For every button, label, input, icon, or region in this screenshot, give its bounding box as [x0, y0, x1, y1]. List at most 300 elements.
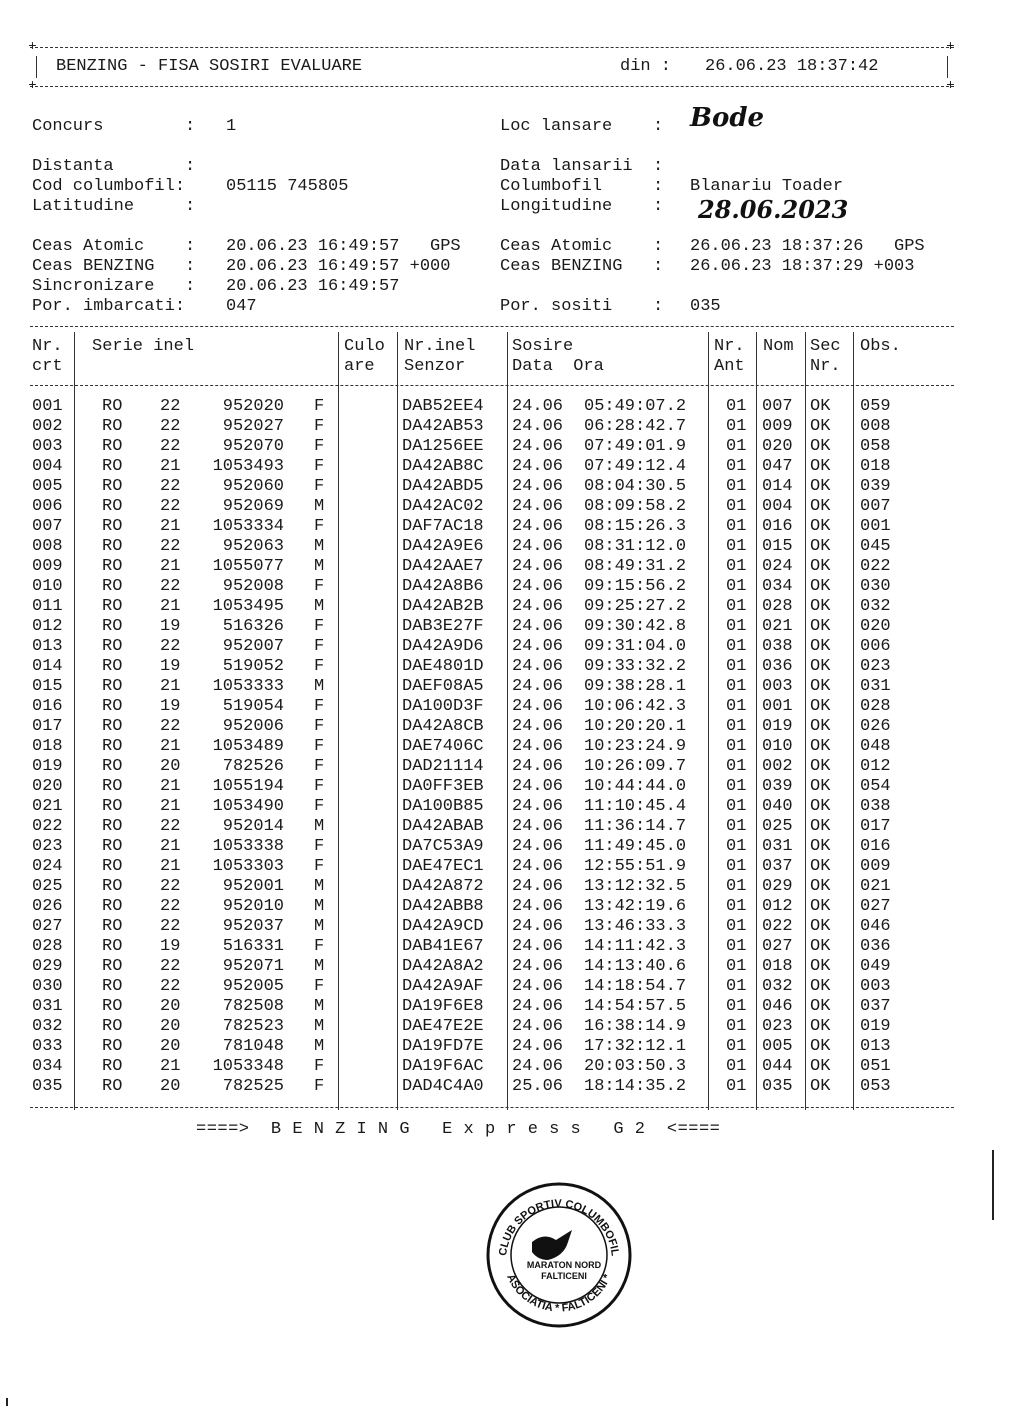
cell-date: 24.06 — [512, 797, 564, 816]
cell-ring-number: 1053348 — [212, 1057, 284, 1076]
cell-ring-number: 952010 — [222, 897, 284, 916]
cell-country: RO — [102, 917, 123, 936]
cell-antenna: 01 — [726, 417, 747, 436]
cod-columbofil-label: Cod columbofil: — [32, 177, 186, 196]
cell-nr-crt: 012 — [32, 617, 63, 636]
cell-nr-crt: 002 — [32, 417, 63, 436]
cell-sensor: DAE47E2E — [402, 1017, 484, 1036]
concurs-label: Concurs : — [32, 117, 196, 136]
cell-year: 22 — [160, 877, 181, 896]
table-row — [0, 817, 1024, 837]
cell-date: 24.06 — [512, 657, 564, 676]
cell-sensor: DA7C53A9 — [402, 837, 484, 856]
table-row — [0, 577, 1024, 597]
cell-obs: 023 — [860, 657, 891, 676]
cell-nom: 032 — [762, 977, 793, 996]
cell-nom: 028 — [762, 597, 793, 616]
cell-sec: OK — [810, 637, 831, 656]
cell-time: 06:28:42.7 — [584, 417, 687, 436]
cell-nr-crt: 010 — [32, 577, 63, 596]
cell-nom: 016 — [762, 517, 793, 536]
cell-antenna: 01 — [726, 977, 747, 996]
cell-obs: 051 — [860, 1057, 891, 1076]
cell-obs: 022 — [860, 557, 891, 576]
cell-sec: OK — [810, 757, 831, 776]
cell-year: 21 — [160, 1057, 181, 1076]
cell-year: 22 — [160, 817, 181, 836]
cell-sec: OK — [810, 617, 831, 636]
cell-country: RO — [102, 877, 123, 896]
sincronizare-label: Sincronizare : — [32, 277, 196, 296]
benzing-express-banner: ====> B E N Z I N G E x p r e s s G 2 <==== — [196, 1120, 721, 1139]
cell-sex: F — [314, 697, 325, 716]
cell-nom: 012 — [762, 897, 793, 916]
cell-ring-number: 782525 — [222, 1077, 284, 1096]
cell-antenna: 01 — [726, 477, 747, 496]
cell-nom: 046 — [762, 997, 793, 1016]
table-row — [0, 857, 1024, 877]
cell-antenna: 01 — [726, 677, 747, 696]
cell-ring-number: 952037 — [222, 917, 284, 936]
cell-antenna: 01 — [726, 1017, 747, 1036]
cell-time: 13:46:33.3 — [584, 917, 687, 936]
cell-sec: OK — [810, 737, 831, 756]
cell-date: 24.06 — [512, 637, 564, 656]
cell-country: RO — [102, 677, 123, 696]
header-nr-ant-2: Ant — [714, 357, 745, 376]
cell-nr-crt: 001 — [32, 397, 63, 416]
table-row — [0, 997, 1024, 1017]
cell-time: 08:09:58.2 — [584, 497, 687, 516]
cell-nr-crt: 016 — [32, 697, 63, 716]
cell-sex: F — [314, 477, 325, 496]
longitudine-label: Longitudine : — [500, 197, 664, 216]
cell-year: 21 — [160, 837, 181, 856]
header-bottom-border — [30, 86, 954, 87]
cell-year: 19 — [160, 697, 181, 716]
cell-time: 17:32:12.1 — [584, 1037, 687, 1056]
cell-country: RO — [102, 737, 123, 756]
cell-sex: M — [314, 597, 325, 616]
cell-time: 09:38:28.1 — [584, 677, 687, 696]
table-row — [0, 1057, 1024, 1077]
cell-nr-crt: 027 — [32, 917, 63, 936]
cell-nr-crt: 003 — [32, 437, 63, 456]
cell-antenna: 01 — [726, 1057, 747, 1076]
cell-ring-number: 519052 — [222, 657, 284, 676]
cell-country: RO — [102, 457, 123, 476]
cell-sensor: DA19F6AC — [402, 1057, 484, 1076]
cell-date: 24.06 — [512, 997, 564, 1016]
cell-country: RO — [102, 977, 123, 996]
cell-sex: M — [314, 497, 325, 516]
cell-antenna: 01 — [726, 837, 747, 856]
cell-date: 24.06 — [512, 817, 564, 836]
cell-sec: OK — [810, 597, 831, 616]
cell-nr-crt: 013 — [32, 637, 63, 656]
cell-date: 24.06 — [512, 777, 564, 796]
cell-nom: 024 — [762, 557, 793, 576]
cell-year: 21 — [160, 557, 181, 576]
cell-sec: OK — [810, 497, 831, 516]
table-row — [0, 697, 1024, 717]
cell-obs: 003 — [860, 977, 891, 996]
cell-nr-crt: 025 — [32, 877, 63, 896]
cell-antenna: 01 — [726, 657, 747, 676]
ceas-atomic-start-value: 20.06.23 16:49:57 GPS — [226, 237, 461, 256]
table-row — [0, 917, 1024, 937]
cell-sensor: DA100D3F — [402, 697, 484, 716]
cell-country: RO — [102, 1077, 123, 1096]
cell-country: RO — [102, 1057, 123, 1076]
cell-time: 14:11:42.3 — [584, 937, 687, 956]
cell-country: RO — [102, 597, 123, 616]
cell-time: 10:44:44.0 — [584, 777, 687, 796]
cell-sensor: DAE7406C — [402, 737, 484, 756]
cell-sensor: DA42AAE7 — [402, 557, 484, 576]
cell-sensor: DA42AB8C — [402, 457, 484, 476]
cell-time: 10:06:42.3 — [584, 697, 687, 716]
cell-time: 09:33:32.2 — [584, 657, 687, 676]
cell-antenna: 01 — [726, 877, 747, 896]
ceas-atomic-end-value: 26.06.23 18:37:26 GPS — [690, 237, 925, 256]
cell-date: 24.06 — [512, 617, 564, 636]
cell-nom: 040 — [762, 797, 793, 816]
cell-ring-number: 952001 — [222, 877, 284, 896]
cell-nom: 025 — [762, 817, 793, 836]
cell-antenna: 01 — [726, 917, 747, 936]
cell-ring-number: 1053334 — [212, 517, 284, 536]
cell-obs: 028 — [860, 697, 891, 716]
cell-obs: 012 — [860, 757, 891, 776]
header-culoare-1: Culo — [344, 337, 385, 356]
cell-sex: M — [314, 537, 325, 556]
header-sec-nr-1: Sec — [810, 337, 841, 356]
ceas-benzing-start-label: Ceas BENZING : — [32, 257, 196, 276]
cell-nr-crt: 006 — [32, 497, 63, 516]
cell-nom: 039 — [762, 777, 793, 796]
cell-sensor: DA42A9AF — [402, 977, 484, 996]
cell-year: 21 — [160, 777, 181, 796]
cell-sec: OK — [810, 817, 831, 836]
cell-sensor: DA42A9CD — [402, 917, 484, 936]
cell-nom: 044 — [762, 1057, 793, 1076]
cell-date: 24.06 — [512, 1057, 564, 1076]
cell-antenna: 01 — [726, 697, 747, 716]
cell-year: 22 — [160, 717, 181, 736]
cell-ring-number: 952027 — [222, 417, 284, 436]
cell-sensor: DAE4801D — [402, 657, 484, 676]
cell-year: 22 — [160, 497, 181, 516]
columbofil-value: Blanariu Toader — [690, 177, 844, 196]
cell-nr-crt: 021 — [32, 797, 63, 816]
cell-time: 08:31:12.0 — [584, 537, 687, 556]
cell-obs: 026 — [860, 717, 891, 736]
cell-country: RO — [102, 397, 123, 416]
cell-country: RO — [102, 817, 123, 836]
cell-ring-number: 952014 — [222, 817, 284, 836]
table-row — [0, 877, 1024, 897]
table-row — [0, 737, 1024, 757]
table-row — [0, 977, 1024, 997]
cell-sensor: DAB41E67 — [402, 937, 484, 956]
cell-time: 09:31:04.0 — [584, 637, 687, 656]
cell-sec: OK — [810, 877, 831, 896]
cell-country: RO — [102, 537, 123, 556]
cell-time: 08:15:26.3 — [584, 517, 687, 536]
cell-date: 24.06 — [512, 857, 564, 876]
cell-sex: F — [314, 577, 325, 596]
cell-date: 24.06 — [512, 437, 564, 456]
cell-time: 10:20:20.1 — [584, 717, 687, 736]
cell-date: 24.06 — [512, 457, 564, 476]
cell-antenna: 01 — [726, 537, 747, 556]
cell-time: 10:26:09.7 — [584, 757, 687, 776]
cell-date: 24.06 — [512, 597, 564, 616]
cell-antenna: 01 — [726, 1077, 747, 1096]
cell-year: 20 — [160, 997, 181, 1016]
table-row — [0, 777, 1024, 797]
cell-obs: 027 — [860, 897, 891, 916]
cell-country: RO — [102, 517, 123, 536]
cell-year: 21 — [160, 677, 181, 696]
cell-nom: 047 — [762, 457, 793, 476]
cell-nom: 038 — [762, 637, 793, 656]
cell-date: 24.06 — [512, 937, 564, 956]
cell-ring-number: 516326 — [222, 617, 284, 636]
cell-sensor: DAEF08A5 — [402, 677, 484, 696]
cell-antenna: 01 — [726, 937, 747, 956]
cell-date: 24.06 — [512, 717, 564, 736]
cell-nr-crt: 004 — [32, 457, 63, 476]
cell-time: 12:55:51.9 — [584, 857, 687, 876]
cell-country: RO — [102, 997, 123, 1016]
cell-nr-crt: 018 — [32, 737, 63, 756]
header-nr-inel-1: Nr.inel — [404, 337, 476, 356]
cell-date: 24.06 — [512, 877, 564, 896]
cell-nom: 009 — [762, 417, 793, 436]
cell-time: 05:49:07.2 — [584, 397, 687, 416]
cell-date: 24.06 — [512, 897, 564, 916]
table-row — [0, 957, 1024, 977]
cell-obs: 031 — [860, 677, 891, 696]
header-nr-inel-2: Senzor — [404, 357, 466, 376]
cell-nom: 001 — [762, 697, 793, 716]
cell-time: 14:13:40.6 — [584, 957, 687, 976]
cell-nr-crt: 005 — [32, 477, 63, 496]
cell-ring-number: 952020 — [222, 397, 284, 416]
cell-obs: 007 — [860, 497, 891, 516]
cell-date: 24.06 — [512, 477, 564, 496]
cell-obs: 037 — [860, 997, 891, 1016]
cell-nr-crt: 024 — [32, 857, 63, 876]
cell-nr-crt: 008 — [32, 537, 63, 556]
cell-date: 24.06 — [512, 837, 564, 856]
cell-antenna: 01 — [726, 957, 747, 976]
cell-ring-number: 1053303 — [212, 857, 284, 876]
cell-sex: F — [314, 437, 325, 456]
cell-sensor: DA42ABD5 — [402, 477, 484, 496]
cell-nr-crt: 007 — [32, 517, 63, 536]
cell-country: RO — [102, 657, 123, 676]
cell-ring-number: 519054 — [222, 697, 284, 716]
table-row — [0, 497, 1024, 517]
table-row — [0, 717, 1024, 737]
cell-time: 11:49:45.0 — [584, 837, 687, 856]
cell-antenna: 01 — [726, 557, 747, 576]
cell-sec: OK — [810, 1077, 831, 1096]
cell-sec: OK — [810, 457, 831, 476]
cell-ring-number: 781048 — [222, 1037, 284, 1056]
cell-nom: 031 — [762, 837, 793, 856]
header-left-border — [36, 56, 37, 78]
cell-antenna: 01 — [726, 817, 747, 836]
columbofil-label: Columbofil : — [500, 177, 664, 196]
cell-ring-number: 952006 — [222, 717, 284, 736]
cell-sensor: DA42A8B6 — [402, 577, 484, 596]
cell-nr-crt: 014 — [32, 657, 63, 676]
cell-country: RO — [102, 797, 123, 816]
table-row — [0, 797, 1024, 817]
report-title: BENZING - FISA SOSIRI EVALUARE — [56, 57, 363, 76]
cell-nr-crt: 023 — [32, 837, 63, 856]
table-row — [0, 477, 1024, 497]
cell-sex: M — [314, 1017, 325, 1036]
cell-sec: OK — [810, 437, 831, 456]
cell-sex: F — [314, 857, 325, 876]
cell-sex: F — [314, 457, 325, 476]
cell-year: 21 — [160, 797, 181, 816]
cell-sex: M — [314, 957, 325, 976]
header-bottom-rule — [30, 385, 954, 386]
cell-country: RO — [102, 437, 123, 456]
cell-obs: 020 — [860, 617, 891, 636]
cell-time: 13:12:32.5 — [584, 877, 687, 896]
cell-sex: F — [314, 777, 325, 796]
cell-sex: M — [314, 997, 325, 1016]
cell-nom: 037 — [762, 857, 793, 876]
cell-sec: OK — [810, 897, 831, 916]
cell-date: 24.06 — [512, 757, 564, 776]
table-row — [0, 897, 1024, 917]
cell-time: 20:03:50.3 — [584, 1057, 687, 1076]
cell-country: RO — [102, 1017, 123, 1036]
cell-date: 24.06 — [512, 697, 564, 716]
cell-time: 07:49:12.4 — [584, 457, 687, 476]
cell-obs: 006 — [860, 637, 891, 656]
sincronizare-value: 20.06.23 16:49:57 — [226, 277, 400, 296]
cell-sex: M — [314, 1037, 325, 1056]
cell-nom: 029 — [762, 877, 793, 896]
table-row — [0, 557, 1024, 577]
cell-ring-number: 1053333 — [212, 677, 284, 696]
corner-plus: + — [946, 39, 955, 55]
cell-sec: OK — [810, 857, 831, 876]
cell-year: 22 — [160, 957, 181, 976]
loc-lansare-handwritten: Bode — [690, 103, 765, 133]
cell-obs: 018 — [860, 457, 891, 476]
cell-date: 24.06 — [512, 1037, 564, 1056]
cell-sex: F — [314, 617, 325, 636]
cell-year: 22 — [160, 577, 181, 596]
cell-sec: OK — [810, 777, 831, 796]
cell-nom: 014 — [762, 477, 793, 496]
cell-time: 07:49:01.9 — [584, 437, 687, 456]
cell-sensor: DAF7AC18 — [402, 517, 484, 536]
cell-ring-number: 952070 — [222, 437, 284, 456]
cell-date: 24.06 — [512, 737, 564, 756]
cell-date: 24.06 — [512, 977, 564, 996]
cell-date: 24.06 — [512, 677, 564, 696]
cell-nr-crt: 033 — [32, 1037, 63, 1056]
cell-year: 19 — [160, 937, 181, 956]
cell-country: RO — [102, 717, 123, 736]
cell-ring-number: 516331 — [222, 937, 284, 956]
cell-sex: F — [314, 417, 325, 436]
cell-country: RO — [102, 837, 123, 856]
cell-nom: 010 — [762, 737, 793, 756]
cell-sex: F — [314, 977, 325, 996]
cell-sensor: DA42A8A2 — [402, 957, 484, 976]
distanta-label: Distanta : — [32, 157, 196, 176]
cell-sex: F — [314, 937, 325, 956]
ceas-benzing-end-label: Ceas BENZING : — [500, 257, 664, 276]
cell-sex: F — [314, 1077, 325, 1096]
cell-sensor: DA19F6E8 — [402, 997, 484, 1016]
cell-sec: OK — [810, 1057, 831, 1076]
cell-country: RO — [102, 937, 123, 956]
cell-sec: OK — [810, 577, 831, 596]
din-timestamp: 26.06.23 18:37:42 — [705, 57, 879, 76]
table-row — [0, 1077, 1024, 1097]
cell-nr-crt: 034 — [32, 1057, 63, 1076]
header-obs: Obs. — [860, 337, 901, 356]
cell-obs: 045 — [860, 537, 891, 556]
table-row — [0, 437, 1024, 457]
cell-country: RO — [102, 897, 123, 916]
table-row — [0, 757, 1024, 777]
cell-country: RO — [102, 857, 123, 876]
din-label: din : — [620, 57, 672, 76]
cell-date: 24.06 — [512, 577, 564, 596]
cell-nom: 002 — [762, 757, 793, 776]
cell-year: 20 — [160, 1017, 181, 1036]
cell-sex: F — [314, 517, 325, 536]
cell-year: 22 — [160, 537, 181, 556]
cell-sensor: DA42A9E6 — [402, 537, 484, 556]
cell-sex: M — [314, 677, 325, 696]
cell-nom: 004 — [762, 497, 793, 516]
cell-ring-number: 1053489 — [212, 737, 284, 756]
cell-sensor: DAE47EC1 — [402, 857, 484, 876]
cell-sex: M — [314, 917, 325, 936]
cell-year: 21 — [160, 597, 181, 616]
cell-antenna: 01 — [726, 497, 747, 516]
cell-nr-crt: 030 — [32, 977, 63, 996]
cell-time: 13:42:19.6 — [584, 897, 687, 916]
cell-obs: 030 — [860, 577, 891, 596]
cell-sec: OK — [810, 957, 831, 976]
pigeon-icon — [532, 1230, 572, 1260]
header-top-border — [30, 47, 954, 48]
cell-nom: 020 — [762, 437, 793, 456]
cell-obs: 001 — [860, 517, 891, 536]
corner-plus: + — [946, 78, 955, 94]
cell-sensor: DA42AC02 — [402, 497, 484, 516]
cell-sec: OK — [810, 517, 831, 536]
stamp-center-line1: MARATON NORD — [526, 1260, 602, 1270]
cell-time: 09:30:42.8 — [584, 617, 687, 636]
